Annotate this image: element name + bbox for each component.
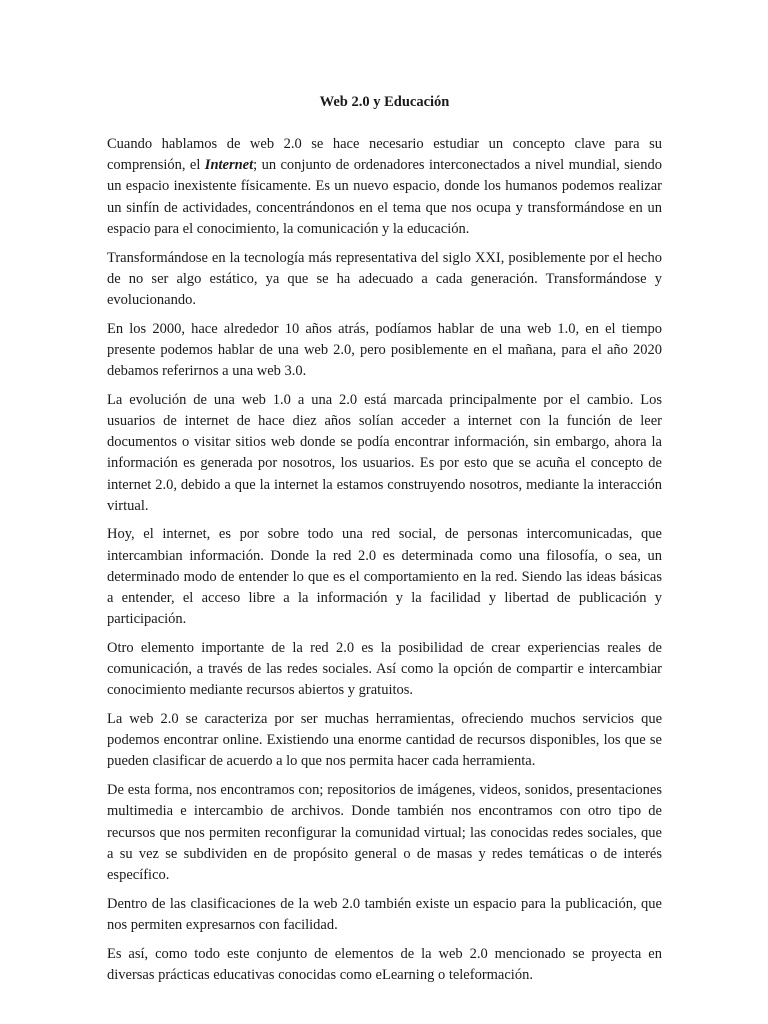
- internet-emphasis: Internet: [204, 157, 254, 174]
- paragraph-9: Dentro de las clasificaciones de la web 2.0 también existe un espacio para la publicación, que nos permiten expresarnos con facilidad.: [107, 895, 662, 933]
- paragraph-5: Hoy, el internet, es por sobre todo una red social, de personas intercomunicadas, que intercambian información. Donde la red 2.0 es determinada como una filosofía, o sea, un determinado modo de entender lo que es el comportamiento en la red. Siendo las ideas básicas a entender, el acceso libre a la información y la facilidad y libertad de publicación y participación.: [107, 526, 662, 628]
- paragraph-6: Otro elemento importante de la red 2.0 es la posibilidad de crear experiencias reales de comunicación, a través de las redes sociales. Así como la opción de compartir e intercambiar conocimiento mediante recursos abiertos y gratuitos.: [107, 639, 662, 699]
- paragraph-7: La web 2.0 se caracteriza por ser muchas herramientas, ofreciendo muchos servicios que podemos encontrar online. Existiendo una enorme cantidad de recursos disponibles, los que se pueden clasificar de acuerdo a lo que nos permita hacer cada herramienta.: [107, 711, 662, 770]
- paragraph-2: Transformándose en la tecnología más representativa del siglo XXI, posiblemente por el hecho de no ser algo estático, ya que se ha adecuado a cada generación. Transformándose y evolucionando.: [107, 249, 662, 308]
- paragraph-1: [107, 134, 662, 240]
- paragraph-10: Es así, como todo este conjunto de elementos de la web 2.0 mencionado se proyecta en diversas prácticas educativas conocidas como eLearning o teleformación.: [107, 945, 662, 983]
- paragraph-1-text-after: ; un conjunto de ordenadores interconectados a nivel mundial, siendo un espacio inexistente físicamente. Es un nuevo espacio, donde los humanos podemos realizar un sinfín de actividades, concentrándonos en el tema que nos ocupa y transformándose en un espacio para el conocimiento, la comunicación y la educación.: [107, 157, 662, 237]
- paragraph-8: De esta forma, nos encontramos con; repositorios de imágenes, videos, sonidos, presentaciones multimedia e intercambio de archivos. Donde también nos encontramos con otro tipo de recursos que nos permiten reconfigurar la comunidad virtual; las conocidas redes sociales, que a su vez se subdividen en de propósito general o de masas y redes temáticas o de interés específico.: [107, 782, 662, 883]
- document-title: Web 2.0 y Educación: [319, 94, 450, 110]
- paragraph-1-text-before: Cuando hablamos de web 2.0 se hace necesario estudiar un concepto clave para su comprensión, el: [107, 136, 662, 174]
- paragraph-4: La evolución de una web 1.0 a una 2.0 está marcada principalmente por el cambio. Los usuarios de internet de hace diez años solían acceder a internet con la función de leer documentos o visitar sitios web donde se podía encontrar información, sin embargo, ahora la información es generada por nosotros, los usuarios. Es por esto que se acuña el concepto de internet 2.0, debido a que la internet la estamos construyendo nosotros, mediante la interacción virtual.: [107, 391, 662, 514]
- paragraph-3: En los 2000, hace alrededor 10 años atrás, podíamos hablar de una web 1.0, en el tiempo presente podemos hablar de una web 2.0, pero posiblemente en el mañana, para el año 2020 debamos referirnos a una web 3.0.: [107, 320, 662, 380]
